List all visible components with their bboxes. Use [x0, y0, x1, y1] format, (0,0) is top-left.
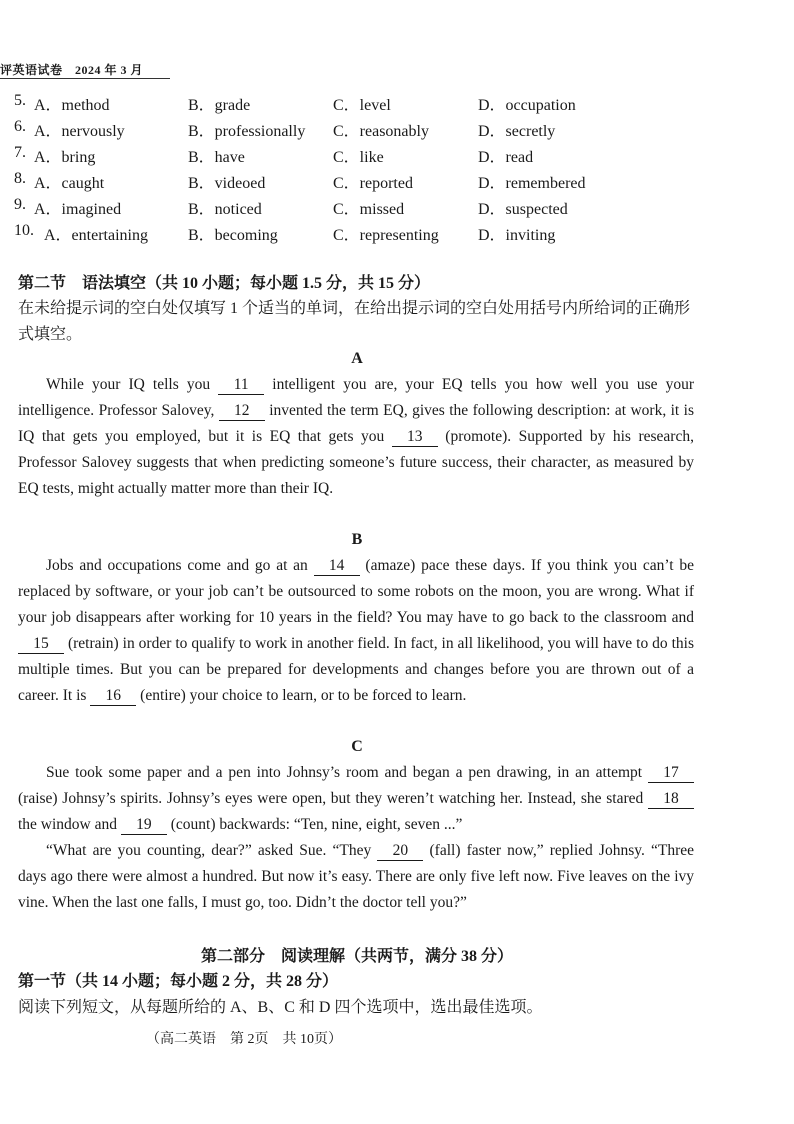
- text-run: (promote). Supported by his research, Professor Salovey suggests that when predicting someone’s future success, their character, as measured by EQ tests, might actually matter more than their IQ.: [18, 428, 694, 497]
- text-run: (fall) faster now,” replied Johnsy. “Three days ago there were almost a hundred. But now it’s easy. There are only five left now. Five leaves on the ivy vine. When the last one falls, I must go, too. Didn’t the doctor tell you?”: [18, 842, 694, 911]
- option-d: D．secretly: [478, 123, 556, 140]
- option-b: B．grade: [188, 97, 251, 114]
- answer-blank-12[interactable]: 12: [219, 402, 265, 421]
- part-two-section-title: 第一节（共 14 小题；每小题 2 分，共 28 分）: [18, 973, 339, 990]
- option-c: C．level: [333, 97, 391, 114]
- answer-blank-16[interactable]: 16: [90, 687, 136, 706]
- question-number: 8.: [14, 170, 26, 187]
- answer-blank-19[interactable]: 19: [121, 816, 167, 835]
- passage-c-paragraph-1: [18, 760, 694, 838]
- text-run: (raise) Johnsy’s spirits. Johnsy’s eyes were open, but they weren’t watching her. Instead, she stared: [18, 790, 648, 807]
- answer-blank-17[interactable]: 17: [648, 764, 694, 783]
- question-number: 9.: [14, 196, 26, 213]
- part-two-instruction: 阅读下列短文，从每题所给的 A、B、C 和 D 四个选项中，选出最佳选项。: [18, 999, 543, 1016]
- question-number: 5.: [14, 92, 26, 109]
- option-c: C．representing: [333, 227, 439, 244]
- option-d: D．occupation: [478, 97, 576, 114]
- option-c: C．reasonably: [333, 123, 429, 140]
- option-a: A．bring: [34, 149, 96, 166]
- answer-blank-20[interactable]: 20: [377, 842, 423, 861]
- option-b: B．noticed: [188, 201, 262, 218]
- answer-blank-13[interactable]: 13: [392, 428, 438, 447]
- passage-b-text: [18, 553, 694, 709]
- passage-a-text: [18, 372, 694, 502]
- text-run: (count) backwards: “Ten, nine, eight, seven ...”: [166, 816, 463, 833]
- option-c: C．missed: [333, 201, 405, 218]
- passage-c-paragraph-2: [18, 838, 694, 916]
- text-run: (retrain) in order to qualify to work in another field. In fact, in all likelihood, you will have to do this multiple times. But you can be prepared for developments and changes before you are thrown out of a career. It is: [18, 635, 694, 704]
- question-number: 7.: [14, 144, 26, 161]
- option-d: D．remembered: [478, 175, 586, 192]
- answer-blank-11[interactable]: 11: [218, 376, 264, 395]
- text-run: intelligent you are, your EQ tells you how well you use your intelligence. Professor Salovey,: [18, 376, 694, 419]
- option-b: B．have: [188, 149, 245, 166]
- part-two-title: 第二部分 阅读理解（共两节，满分 38 分）: [200, 948, 513, 965]
- passage-letter-c: C: [351, 738, 363, 755]
- header-rule: [0, 78, 170, 79]
- option-c: C．like: [333, 149, 384, 166]
- answer-blank-14[interactable]: 14: [314, 557, 360, 576]
- answer-blank-15[interactable]: 15: [18, 635, 64, 654]
- question-number: 10.: [14, 222, 34, 239]
- option-a: A．entertaining: [44, 227, 148, 244]
- page-header: 评英语试卷 2024 年 3 月: [0, 63, 144, 77]
- answer-blank-18[interactable]: 18: [648, 790, 694, 809]
- text-run: (amaze) pace these days. If you think you can’t be replaced by software, or your job can’t be outsourced to some robots on the moon, you are wrong. What if your job disappears after working for 10 years in the field? You may have to go back to the classroom and: [18, 557, 694, 626]
- option-d: D．inviting: [478, 227, 556, 244]
- option-b: B．videoed: [188, 175, 266, 192]
- option-a: A．method: [34, 97, 110, 114]
- option-b: B．becoming: [188, 227, 278, 244]
- option-c: C．reported: [333, 175, 413, 192]
- option-a: A．imagined: [34, 201, 122, 218]
- option-b: B．professionally: [188, 123, 306, 140]
- passage-letter-a: A: [351, 350, 363, 367]
- text-run: invented the term EQ, gives the following description: at work, it is IQ that gets you employed, but it is EQ that gets you: [18, 402, 694, 445]
- section-title: 第二节 语法填空（共 10 小题；每小题 1.5 分，共 15 分）: [18, 275, 431, 292]
- text-run: While your IQ tells you: [46, 376, 219, 393]
- question-number: 6.: [14, 118, 26, 135]
- option-d: D．suspected: [478, 201, 568, 218]
- section-instruction: 在未给提示词的空白处仅填写 1 个适当的单词，在给出提示词的空白处用括号内所给词的正确形式填空。: [18, 300, 691, 343]
- text-run: Sue took some paper and a pen into Johnsy’s room and began a pen drawing, in an attempt: [46, 764, 648, 781]
- option-d: D．read: [478, 149, 534, 166]
- page-footer: （高二英语 第 2页 共 10页）: [146, 1032, 342, 1047]
- passage-letter-b: B: [351, 531, 363, 548]
- option-a: A．nervously: [34, 123, 125, 140]
- text-run: Jobs and occupations come and go at an: [46, 557, 314, 574]
- text-run: (entire) your choice to learn, or to be forced to learn.: [136, 687, 467, 704]
- option-a: A．caught: [34, 175, 105, 192]
- text-run: the window and: [18, 816, 121, 833]
- passage-c-text: [18, 760, 694, 916]
- text-run: “What are you counting, dear?” asked Sue. “They: [46, 842, 378, 859]
